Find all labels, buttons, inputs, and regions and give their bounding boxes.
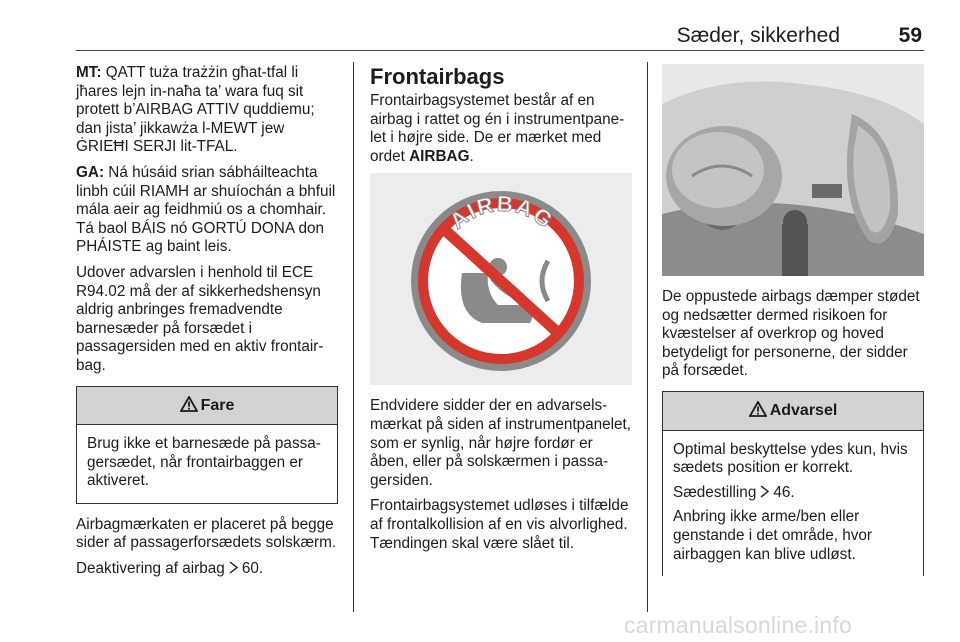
caution-line-3: Anbring ikke arme/ben eller genstande i det område, hvor airbaggen kan blive udløst. [673, 508, 872, 563]
danger-box [76, 386, 338, 504]
caution-line-1: Optimal beskyttelse ydes kun, hvis sædets position er korrekt. [673, 440, 908, 477]
page-number: 59 [898, 24, 922, 47]
warning-triangle-icon [749, 401, 767, 417]
dashboard-airbags-image [662, 64, 924, 276]
sticker-location-paragraph: Endvidere sidder der en advarselsmærkat på siden af instrumentpanelet, som er synlig, når højre fordør er åben, eller på solskærmen i passagersiden. [370, 397, 632, 489]
column-divider-right [647, 62, 648, 612]
danger-box-text: Brug ikke et barnesæde på passagersædet, når frontairbaggen er aktiveret. [87, 435, 321, 490]
caution-box-header [663, 392, 923, 431]
column-right [662, 64, 924, 588]
danger-box-header [77, 387, 337, 426]
warning-triangle-icon [180, 396, 198, 412]
language-label-mt: MT: [76, 64, 102, 81]
column-divider-left [353, 62, 354, 612]
language-label-ga: GA: [76, 163, 105, 181]
header-divider [76, 50, 924, 51]
airbag-sticker-figure [370, 173, 632, 385]
trigger-paragraph: Frontairbagsystemet udløses i tilfælde af frontalkollision af en vis alvorlighed. Tændingen skal være slået til. [370, 497, 629, 552]
site-watermark: carmanualsonline.info [624, 612, 852, 638]
label-location-paragraph: Airbagmærkaten er placeret på begge sider af passagerforsædets solskærm. [76, 515, 337, 552]
deactivation-text: Deaktivering af airbag [76, 560, 225, 578]
page-reference-icon [759, 485, 770, 498]
section-title: Sæder, sikkerhed [676, 24, 840, 47]
caution-line-2 [673, 484, 913, 503]
irish-text: Ná húsáid srian sábháilteachta linbh cúil RIAMH ar shuíochán a bhfuil mála aeir ag feidhmiú os a chomhair. Tá baol BÁIS nó GORTÚ DONA don PHÁISTE ag baint leis. [76, 163, 336, 256]
page-reference-icon [228, 561, 239, 574]
inflated-airbags-paragraph: De oppustede airbags dæmper stødet og nedsætter dermed risikoen for kvæstelser af overkrop og hoved betydeligt for personerne, der sidder på forsædet. [662, 288, 920, 380]
no-child-seat-sticker-icon [370, 173, 632, 385]
intro-bold-word: AIRBAG [409, 147, 470, 165]
deactivation-page-ref[interactable]: 60. [241, 560, 264, 578]
caution-box-body [663, 431, 923, 577]
section-heading: Frontairbags [370, 64, 505, 89]
intro-paragraph [370, 92, 632, 166]
column-left [76, 64, 338, 586]
caution-box-title: Advarsel [769, 401, 838, 419]
ece-paragraph: Udover advarslen i henhold til ECE R94.02 må der af sikkerhedshensyn aldrig anbringes fremadvendte barnesæder på forsædet i passagersiden med en aktiv frontairbag. [76, 263, 324, 374]
irish-warning [76, 164, 338, 257]
seat-position-text: Sædestilling [673, 483, 757, 501]
inflated-airbags-photo [662, 64, 924, 276]
column-middle [370, 64, 632, 560]
danger-box-title: Fare [200, 396, 235, 414]
sticker-airbag-text: AIRBAG [444, 191, 559, 235]
caution-box [662, 391, 924, 576]
maltese-text: QATT tuża trażżin għat-tfal li jħares lejn in-naħa ta’ wara fuq sit protett b’AIRBAG ATTIV quddiemu; dan jista’ jikkawża l-MEWT jew ĠRIEĦI SERJI lit-TFAL. [76, 64, 315, 156]
intro-text: Frontairbagsystemet består af en airbag i rattet og én i instrumentpanelet i højre side. De er mærket med ordet [370, 92, 625, 165]
danger-box-body [77, 425, 337, 503]
maltese-warning [76, 64, 338, 157]
deactivation-reference [76, 560, 338, 579]
intro-end: . [469, 147, 474, 165]
seat-position-page-ref[interactable]: 46. [773, 483, 795, 501]
